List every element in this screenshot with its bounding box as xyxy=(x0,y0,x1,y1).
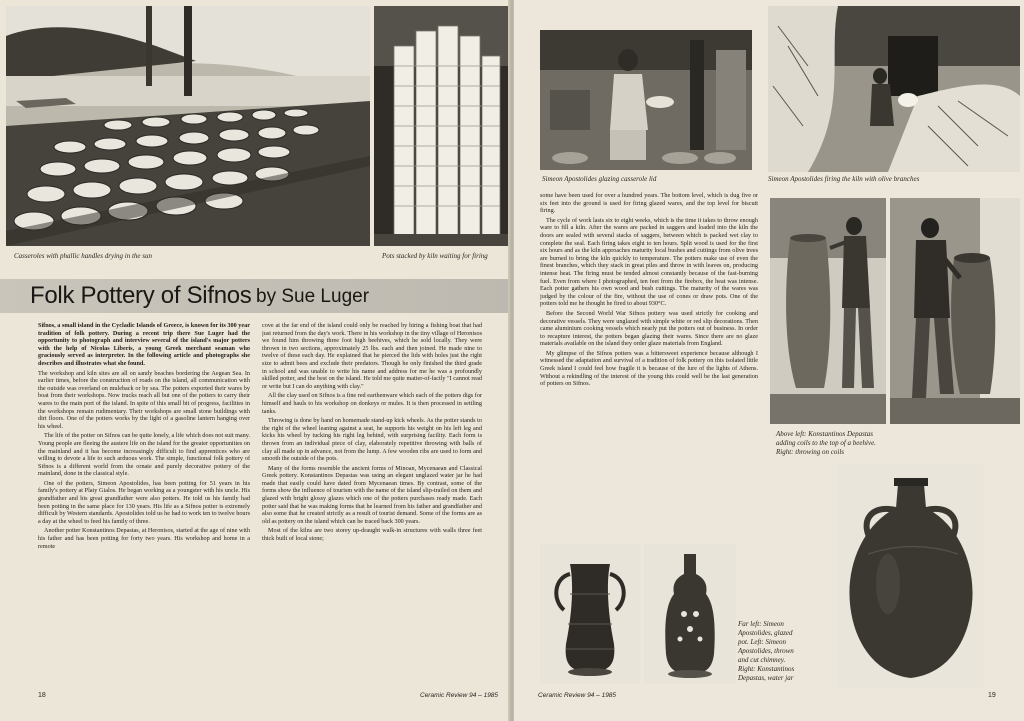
jar-caption-line: and cut chimney. xyxy=(738,656,786,664)
firing-caption: Simeon Apostolides firing the kiln with olive branches xyxy=(768,175,920,183)
paragraph: Another potter Konstantinos Depastas, at Heronisos, started at the age of nine with his father and has been potting for forty two years. His workshop and home in a remote xyxy=(38,527,250,550)
jar-caption-line: Apostolides, thrown xyxy=(738,647,794,655)
paragraph: Most of the kilns are two storey up-draught walk-in structures with walls three feet thick built of local stone; xyxy=(262,527,482,543)
throwing-illustration xyxy=(890,198,1020,424)
paragraph: Before the Second World War Sifnos pottery was used strictly for cooking and decorative vessels. They were unglazed with simple white or red slip decorations. Then came aluminium cooking vessels which nearly put the potters out of business. In order to recapture interest, the potters began glazing their wares. Since there are no glaze materials available on the island they order glaze materials from England. xyxy=(540,309,758,348)
stacked-pots-illustration xyxy=(374,6,508,246)
paragraph: some have been used for over a hundred years. The bottom level, which is dug five or six feet into the ground is used for firing glazed wares, and the top level for biscuit firing. xyxy=(540,192,758,215)
left-page-number: 18 xyxy=(38,692,46,699)
water-jar-illustration xyxy=(838,464,984,688)
paragraph: Throwing is done by hand on homemade stand-up kick wheels. As the potter stands to the right of the wheel leaning against a seat, he supports his weight on his left leg and kicks his wheel by tucking his right leg behind, with surprising facility. Each form is thrown from an individual piece of clay, elaborately repetitive throwing with balls of clay all made up in advance, not from the lump. A few wooden ribs are used to form and smooth the outside of the pots. xyxy=(262,417,482,463)
text-column-3 xyxy=(540,192,758,532)
water-jar-photo xyxy=(838,464,984,688)
article-title: Folk Pottery of Sifnos xyxy=(30,282,252,309)
paragraph: All the clay used on Sifnos is a fine red earthenware which each of the potters digs for himself and hauls to his workshop on donkeys or mules. It is then processed in settling tanks. xyxy=(262,392,482,415)
glazing-photo xyxy=(540,30,752,170)
coils-caption-line: Above left: Konstantinos Depastas xyxy=(776,430,874,438)
jar-caption-line: Far left: Simeon xyxy=(738,620,784,628)
glazed-pot-illustration xyxy=(540,544,640,684)
jar-caption-line: Right: Konstantinos xyxy=(738,665,795,673)
pots-stacked-photo xyxy=(374,6,508,246)
chimney-photo xyxy=(644,544,736,684)
right-page xyxy=(514,0,1024,721)
casseroles-illustration xyxy=(6,6,370,246)
jar-caption-line: Apostolides, glazed xyxy=(738,629,793,637)
jar-caption xyxy=(738,620,834,683)
adding-coils-photo xyxy=(770,198,886,424)
lead-paragraph: Sifnos, a small island in the Cycladic Islands of Greece, is known for its 300 year tradition of folk pottery. During a recent trip there Sue Luger had the opportunity to photograph and interview several of the island's major potters with the help of Nicolas Liberis, a young Greek merchant seaman who graciously served as interpreter. In the following article and photographs she describes and illustrates what she found. xyxy=(38,322,250,367)
glazing-illustration xyxy=(540,30,752,170)
jar-caption-line: Depastas, water jar xyxy=(738,674,794,682)
glazed-pot-photo xyxy=(540,544,640,684)
paragraph: The workshop and kiln sites are all on sandy beaches bordering the Aegean Sea. In earlier times, before the construction of roads on the island, all communication with the outside was overland on muleback or by sea. The potters exported their wares by boat from their workshops. Now trucks reach all but one of the potters to carry their wares to the main port of the island. In spite of this small bit of progress, facilities in the workshops remain rudimentary. Their workshops are small stone buildings with dirt floors. One of the potters works by the light of a gasoline lantern hanging over his wheel. xyxy=(38,369,250,430)
coils-caption-line: adding coils to the top of a beehive. xyxy=(776,439,876,447)
right-running-footer: Ceramic Review 94 – 1985 xyxy=(538,692,617,699)
left-page xyxy=(0,0,510,721)
firing-illustration xyxy=(768,6,1020,172)
paragraph: One of the potters, Simeon Apostolides, has been potting for 51 years in his family's pottery at Platy Gialos. He began working as a youngster with his uncle. His grandfather and his great grandfather were also potters. He told us his family had been potting in the same place for 130 years. His life as a Sifnos potter is extremely difficult by Western standards. Apostolides told us he had to work ten to twelve hours a day at the wheel to feed his family of three. xyxy=(38,479,250,525)
left-running-footer: Ceramic Review 94 – 1985 xyxy=(420,692,499,699)
chimney-illustration xyxy=(644,544,736,684)
glazing-caption: Simeon Apostolides glazing casserole lid xyxy=(542,175,657,183)
article-byline: by Sue Luger xyxy=(256,286,370,307)
jar-caption-line: pot. Left: Simeon xyxy=(738,638,787,646)
right-page-number: 19 xyxy=(988,692,996,699)
throwing-on-coils-photo xyxy=(890,198,1020,424)
paragraph: The life of the potter on Sifnos can be quite lonely, a life which does not suit many. Young people are fleeing the austere life on the island for the greater opportunities on the mainland and it has become increasingly difficult to find apprentices who are willing to devote a life to such arduous work. The simple, functional folk pottery of Sifnos is a different world from the ornate and purely decorative pottery of the mainland, done in the classical style. xyxy=(38,432,250,478)
text-column-2 xyxy=(262,322,482,690)
coils-caption xyxy=(776,430,906,457)
paragraph: The cycle of work lasts six to eight weeks, which is the time it takes to throw enough ware to fill a kiln. After the wares are packed in saggers and loaded into the kiln the doors are sealed with several stacks of saggers, between which is packed wet clay to complete the seal. Each firing takes eight to ten hours. Split wood is used for the first six hours and as the kiln approaches maturity local bushes and cuttings from olive trees are burned to bring the kiln quickly to temperature. The potters make use of even the finest branches, which they stack in great piles and throw in with leaves on, producing intense heat. The firing must be tended almost constantly because of the fast-burning fuel. Even from where I photographed, ten feet from the firebox, the heat was intense. Each potter gathers his own wood and bush cuttings. The maturity of the wares was judged by the colour of the fire, without the use of cones or draw pots. One of the potters told me he thought he fired to about 930°C. xyxy=(540,216,758,308)
paragraph: My glimpse of the Sifnos potters was a bittersweet experience because although I witnessed the adaptation and survival of a tradition of folk pottery on this isolated little Greek island I could feel how fragile it is because of the lure of the lights of Athens. Without a rekindling of the interest of the young this could well be the last generation of potters on Sifnos. xyxy=(540,349,758,388)
coiling-illustration xyxy=(770,198,886,424)
casseroles-caption: Casseroles with phallic handles drying in the sun xyxy=(14,252,152,260)
coils-caption-line: Right: throwing on coils xyxy=(776,448,844,456)
pots-stacked-caption: Pots stacked by kiln waiting for firing xyxy=(382,252,488,260)
text-column-1 xyxy=(38,322,250,690)
firing-photo xyxy=(768,6,1020,172)
casseroles-photo xyxy=(6,6,370,246)
paragraph: cove at the far end of the island could only be reached by hiring a fishing boat that had just returned from the day's work. There in his workshop in the tiny village of Heronisos we found him throwing three foot high beehives, which he sold locally. They were thrown in two sections, approximately 25 lbs. each and then joined. He made nine to twelve of these each day. He explained that he pierced the lids with holes just the right size to admit bees and exclude their predators. Though he only finished the third grade in school and was unable to write his name and address for me he was a profoundly skilled potter, and the best on the island. He told me quite matter-of-factly "I cannot read or write but I can do anything with clay." xyxy=(262,322,482,390)
paragraph: Many of the forms resemble the ancient forms of Minoan, Mycenaean and Classical Greek pottery. Konstantinos Depastas was using an elegant unglazed water jar he had made that easily could have dated from Mycenaean times. By contrast, some of the forms show the influence of tourism with the name of the island slip-trailed on them and glazed with bright glossy glazes which one of the potters purchases ready made. Each potter said that he was making forms that he learned from his father and grandfather and also some that he created strictly as a result of tourist demand. Some of the forms are as old as pottery on the island which can be traced back 300 years. xyxy=(262,464,482,525)
